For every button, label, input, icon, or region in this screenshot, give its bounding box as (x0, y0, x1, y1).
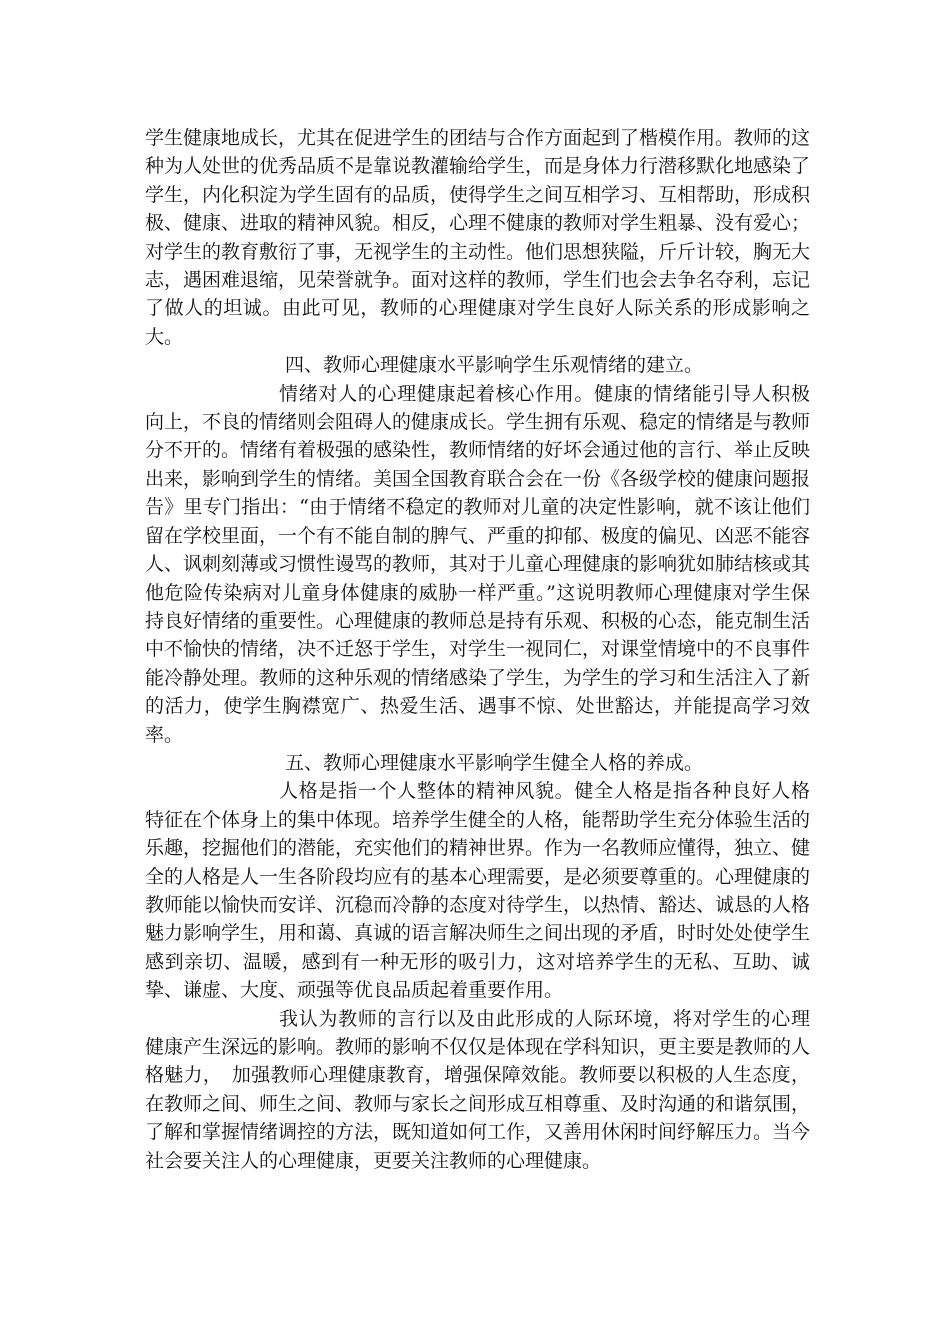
paragraph-interpersonal-relations: 学生健康地成长，尤其在促进学生的团结与合作方面起到了楷模作用。教师的这种为人处世的优秀品质不是靠说教灌输给学生，而是身体力行潜移默化地感染了学生，内化积淀为学生固有的品质，使得学生之间互相学习、互相帮助，形成积极、健康、进取的精神风貌。相反，心理不健康的教师对学生粗暴、没有爱心；对学生的教育敷衍了事，无视学生的主动性。他们思想狭隘，斤斤计较，胸无大志，遇困难退缩，见荣誉就争。面对这样的教师，学生们也会去争名夺利，忘记了做人的坦诚。由此可见，教师的心理健康对学生良好人际关系的形成影响之大。 (145, 127, 811, 348)
paragraph-personality: 人格是指一个人整体的精神风貌。健全人格是指各种良好人格特征在个体身上的集中体现。培养学生健全的人格，能帮助学生充分体验生活的乐趣，挖掘他们的潜能，充实他们的精神世界。作为一名教师应懂得，独立、健全的人格是人一生各阶段均应有的基本心理需要，是必须要尊重的。心理健康的教师能以愉快而安详、沉稳而冷静的态度对待学生，以热情、豁达、诚恳的人格魅力影响学生，用和蔼、真诚的语言解决师生之间出现的矛盾，时时处处使学生感到亲切、温暖，感到有一种无形的吸引力，这对培养学生的无私、互助、诚挚、谦虚、大度、顽强等优良品质起着重要作用。 (145, 780, 811, 1002)
section-heading-4: 四、教师心理健康水平影响学生乐观情绪的建立。 (285, 354, 704, 377)
section-heading-5: 五、教师心理健康水平影响学生健全人格的养成。 (285, 751, 704, 774)
paragraph-emotions: 情绪对人的心理健康起着核心作用。健康的情绪能引导人积极向上，不良的情绪则会阻碍人的健康成长。学生拥有乐观、稳定的情绪是与教师分不开的。情绪有着极强的感染性，教师情绪的好坏会通过他的言行、举止反映出来，影响到学生的情绪。美国全国教育联合会在一份《各级学校的健康问题报告》里专门指出：“由于情绪不稳定的教师对儿童的决定性影响，就不该让他们留在学校里面，一个有不能自制的脾气、严重的抑郁、极度的偏见、凶恶不能容人、讽刺刻薄或习惯性谩骂的教师，其对于儿童心理健康的影响犹如肺结核或其他危险传染病对儿童身体健康的威胁一样严重。”这说明教师心理健康对学生保持良好情绪的重要性。心理健康的教师总是持有乐观、积极的心态，能克制生活中不愉快的情绪，决不迁怒于学生，对学生一视同仁，对课堂情境中的不良事件能冷静处理。教师的这种乐观的情绪感染了学生，为学生的学习和生活注入了新的活力，使学生胸襟宽广、热爱生活、遇事不惊、处世豁达，并能提高学习效率。 (145, 382, 811, 746)
paragraph-conclusion: 我认为教师的言行以及由此形成的人际环境，将对学生的心理健康产生深远的影响。教师的影响不仅仅是体现在学科知识，更主要是教师的人格魅力， 加强教师心理健康教育，增强保障效能。教师要以积极的人生态度，在教师之间、师生之间、教师与家长之间形成互相尊重、及时沟通的和谐氛围，了解和掌握情绪调控的方法，既知道如何工作，又善用休闲时间纾解压力。当今社会要关注人的心理健康，更要关注教师的心理健康。 (145, 1007, 811, 1172)
document-body (145, 124, 810, 1175)
